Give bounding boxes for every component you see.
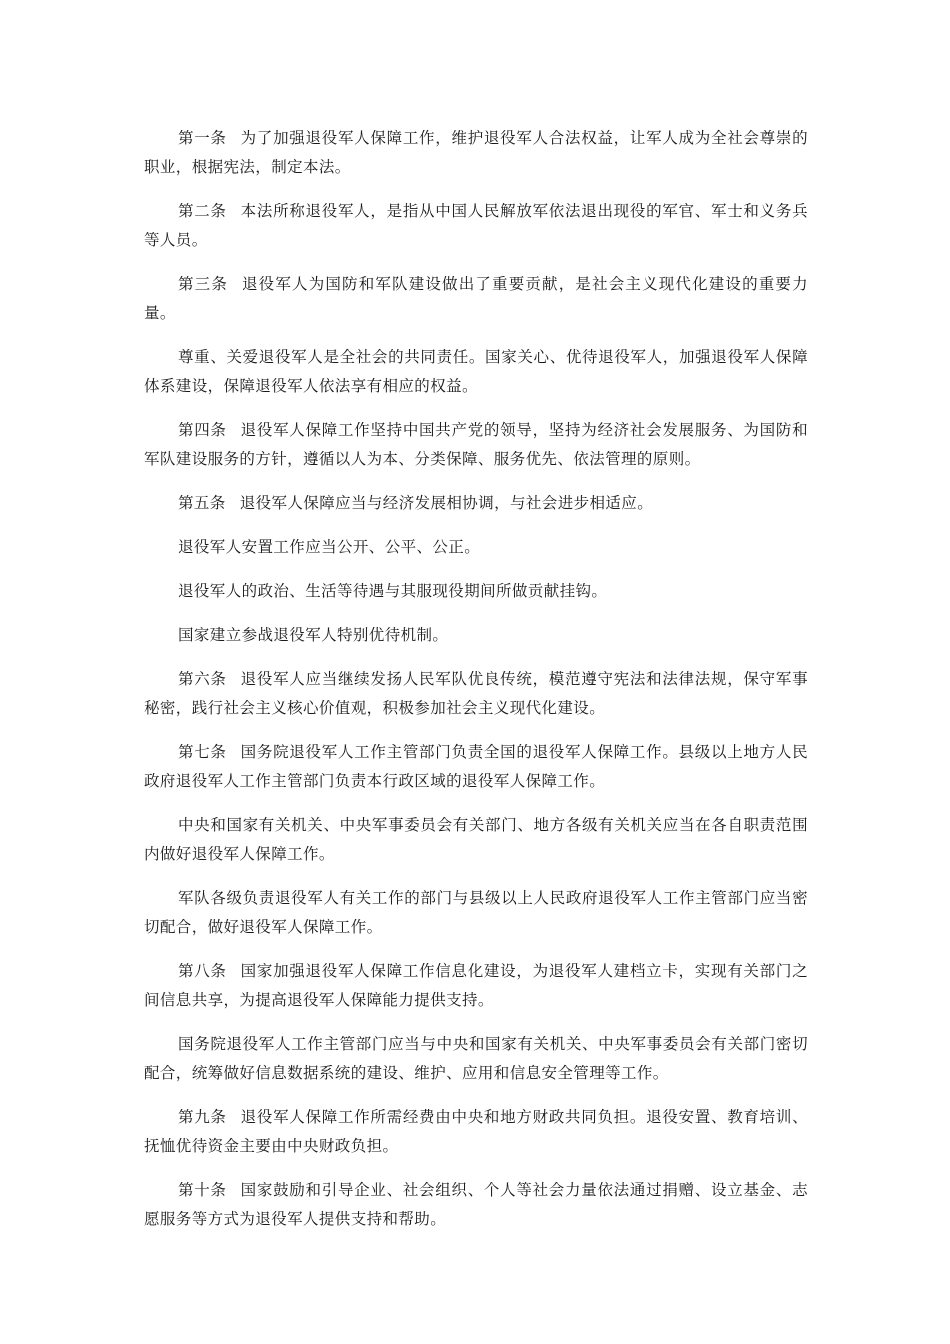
article-number: 第七条 [178,743,227,761]
article-number: 第五条 [178,494,226,512]
paragraph-text: 退役军人保障工作坚持中国共产党的领导，坚持为经济社会发展服务、为国防和军队建设服务的方针，遵循以人为本、分类保障、服务优先、依法管理的原则。 [144,421,808,468]
paragraph-text: 退役军人保障工作所需经费由中央和地方财政共同负担。退役安置、教育培训、抚恤优待资金主要由中央财政负担。 [144,1108,808,1155]
paragraph-article-5 [144,489,808,518]
paragraph-text: 退役军人为国防和军队建设做出了重要贡献，是社会主义现代化建设的重要力量。 [144,275,808,322]
paragraph-text: 军队各级负责退役军人有关工作的部门与县级以上人民政府退役军人工作主管部门应当密切配合，做好退役军人保障工作。 [144,889,808,936]
article-number: 第三条 [178,275,229,293]
article-number: 第九条 [178,1108,227,1126]
paragraph-text: 国家加强退役军人保障工作信息化建设，为退役军人建档立卡，实现有关部门之间信息共享，为提高退役军人保障能力提供支持。 [144,962,808,1009]
paragraph-text: 国务院退役军人工作主管部门负责全国的退役军人保障工作。县级以上地方人民政府退役军人工作主管部门负责本行政区域的退役军人保障工作。 [144,743,808,790]
paragraph-article-5-clause-4 [144,621,808,650]
article-number: 第一条 [178,129,227,147]
paragraph-article-6 [144,665,808,723]
paragraph-text: 退役军人应当继续发扬人民军队优良传统，模范遵守宪法和法律法规，保守军事秘密，践行社会主义核心价值观，积极参加社会主义现代化建设。 [144,670,808,717]
article-number: 第四条 [178,421,227,439]
paragraph-article-9 [144,1103,808,1161]
paragraph-article-7-clause-3 [144,884,808,942]
paragraph-text: 为了加强退役军人保障工作，维护退役军人合法权益，让军人成为全社会尊崇的职业，根据宪法，制定本法。 [144,129,808,176]
paragraph-text: 尊重、关爱退役军人是全社会的共同责任。国家关心、优待退役军人，加强退役军人保障体系建设，保障退役军人依法享有相应的权益。 [144,348,808,395]
paragraph-article-3-clause-2 [144,343,808,401]
article-number: 第二条 [178,202,227,220]
paragraph-text: 中央和国家有关机关、中央军事委员会有关部门、地方各级有关机关应当在各自职责范围内做好退役军人保障工作。 [144,816,808,863]
article-number: 第十条 [178,1181,227,1199]
paragraph-text: 本法所称退役军人，是指从中国人民解放军依法退出现役的军官、军士和义务兵等人员。 [144,202,808,249]
paragraph-article-1 [144,124,808,182]
article-number: 第八条 [178,962,227,980]
paragraph-article-5-clause-3 [144,577,808,606]
paragraph-article-10 [144,1176,808,1234]
paragraph-text: 国务院退役军人工作主管部门应当与中央和国家有关机关、中央军事委员会有关部门密切配合，统筹做好信息数据系统的建设、维护、应用和信息安全管理等工作。 [144,1035,808,1082]
paragraph-article-8 [144,957,808,1015]
paragraph-article-5-clause-2 [144,533,808,562]
paragraph-text: 退役军人保障应当与经济发展相协调，与社会进步相适应。 [239,494,654,512]
paragraph-article-7-clause-2 [144,811,808,869]
paragraph-article-4 [144,416,808,474]
paragraph-text: 国家建立参战退役军人特别优待机制。 [178,626,449,644]
paragraph-article-3 [144,270,808,328]
document-body [144,124,808,1249]
paragraph-article-2 [144,197,808,255]
paragraph-text: 国家鼓励和引导企业、社会组织、个人等社会力量依法通过捐赠、设立基金、志愿服务等方式为退役军人提供支持和帮助。 [144,1181,808,1228]
paragraph-article-8-clause-2 [144,1030,808,1088]
article-number: 第六条 [178,670,227,688]
paragraph-text: 退役军人安置工作应当公开、公平、公正。 [178,538,481,556]
paragraph-article-7 [144,738,808,796]
paragraph-text: 退役军人的政治、生活等待遇与其服现役期间所做贡献挂钩。 [178,582,608,600]
